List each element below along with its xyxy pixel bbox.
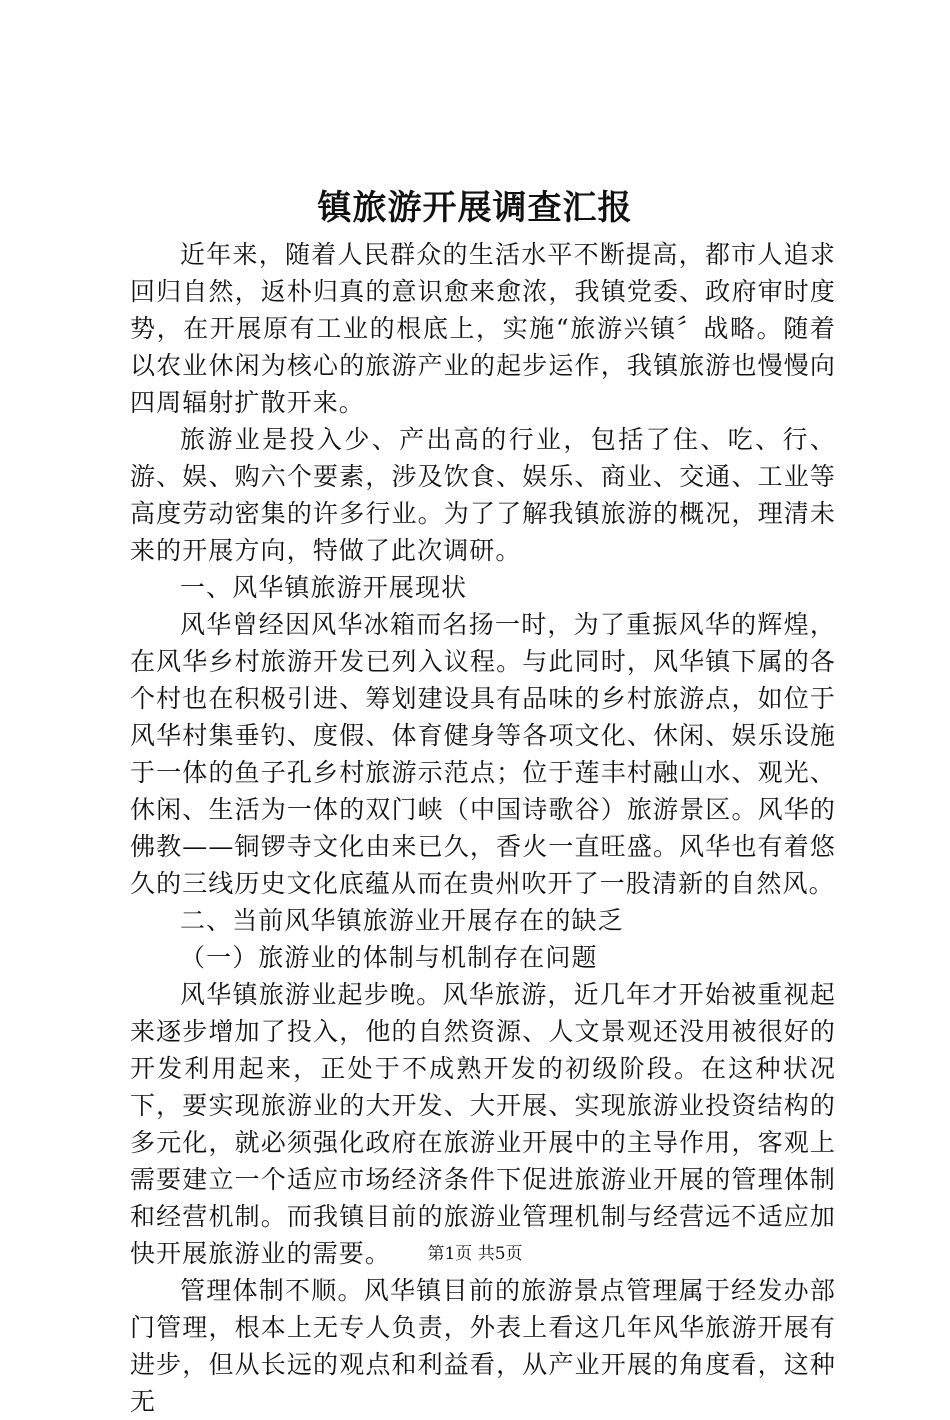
paragraph-management: 管理体制不顺。风华镇目前的旅游景点管理属于经发办部门管理，根本上无专人负责，外表上看这几年风华旅游开展有进步，但从长远的观点和利益看，从产业开展的角度看，这种无 (130, 1276, 836, 1416)
page-number: 第1页 共5页 (427, 1244, 523, 1264)
paragraph-current-status: 风华曾经因风华冰箱而名扬一时，为了重振风华的辉煌，在风华乡村旅游开发已列入议程。与此同时，风华镇下属的各个村也在积极引进、筹划建设具有品味的乡村旅游点，如位于风华村集垂钓、度假、体育健身等各项文化、休闲、娱乐设施于一体的鱼子孔乡村旅游示范点；位于莲丰村融山水、观光、休闲、生活为一体的双门峡（中国诗歌谷）旅游景区。风华的佛教——铜锣寺文化由来已久，香火一直旺盛。风华也有着悠久的三线历史文化底蕴从而在贵州吹开了一股清新的自然风。 (130, 610, 836, 898)
document-title: 镇旅游开展调查汇报 (317, 188, 633, 228)
paragraph-tourism-overview: 旅游业是投入少、产出高的行业，包括了住、吃、行、游、娱、购六个要素，涉及饮食、娱乐、商业、交通、工业等高度劳动密集的许多行业。为了了解我镇旅游的概况，理清未来的开展方向，特做了此次调研。 (130, 425, 836, 565)
section-heading-2: 二、当前风华镇旅游业开展存在的缺乏 (180, 906, 624, 935)
subsection-heading-1: （一）旅游业的体制与机制存在问题 (180, 943, 598, 972)
section-heading-1: 一、风华镇旅游开展现状 (180, 573, 468, 602)
paragraph-intro: 近年来，随着人民群众的生活水平不断提高，都市人追求回归自然，返朴归真的意识愈来愈浓，我镇党委、政府审时度势，在开展原有工业的根底上，实施“旅游兴镇〞战略。随着以农业休闲为核心的旅游产业的起步运作，我镇旅游也慢慢向四周辐射扩散开来。 (130, 240, 836, 417)
paragraph-system-issues: 风华镇旅游业起步晚。风华旅游，近几年才开始被重视起来逐步增加了投入，他的自然资源、人文景观还没用被很好的开发利用起来，正处于不成熟开发的初级阶段。在这种状况下，要实现旅游业的大开发、大开展、实现旅游业投资结构的多元化，就必须强化政府在旅游业开展中的主导作用，客观上需要建立一个适应市场经济条件下促进旅游业开展的管理体制和经营机制。而我镇目前的旅游业管理机制与经营远不适应加快开展旅游业的需要。 (130, 980, 836, 1268)
